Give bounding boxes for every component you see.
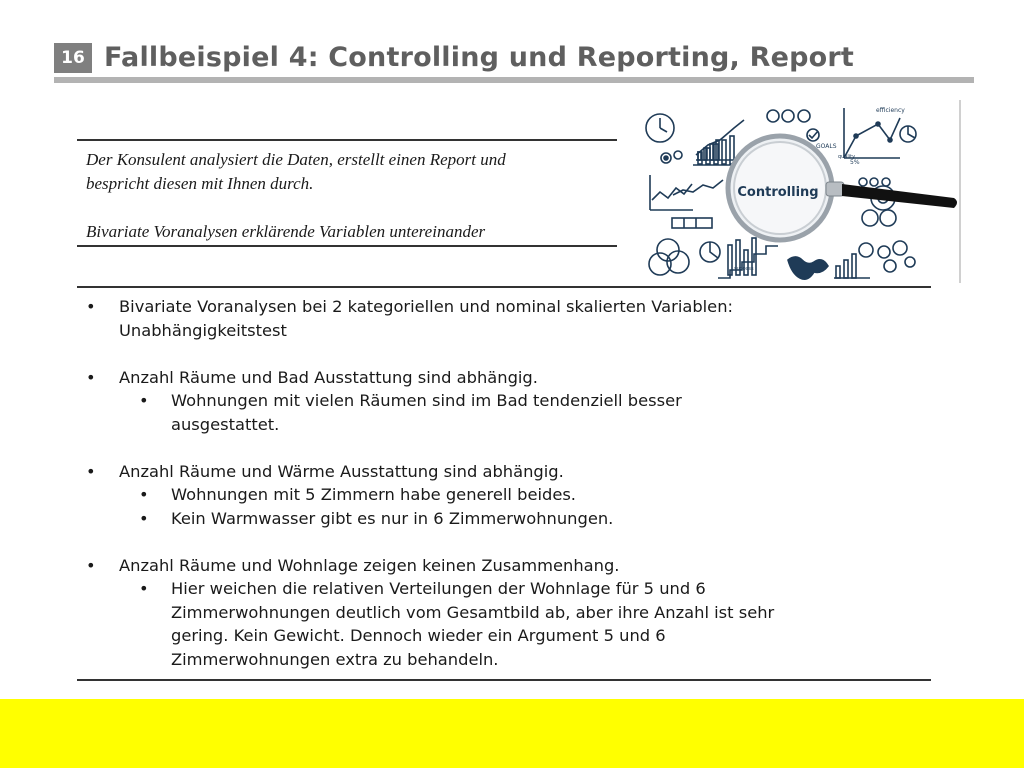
bullet-marker: • bbox=[86, 555, 96, 575]
magnifier-label: Controlling bbox=[737, 185, 819, 200]
bullet-marker: • bbox=[139, 391, 149, 410]
sub-bullet-4-1-line-1: Hier weichen die relativen Verteilungen der Wohnlage für 5 und 6 bbox=[171, 579, 706, 598]
currency-icon bbox=[862, 210, 896, 226]
sub-bullet-4-1-line-4: Zimmerwohnungen extra zu behandeln. bbox=[171, 649, 499, 669]
label-success: success bbox=[734, 266, 754, 272]
bullet-marker: • bbox=[86, 367, 96, 387]
pie-chart-icon bbox=[700, 242, 720, 262]
scatter-plot-icon bbox=[844, 108, 900, 158]
table-icon bbox=[672, 218, 712, 228]
sub-bullet-2-1-line-1: Wohnungen mit vielen Räumen sind im Bad tendenziell besser bbox=[171, 391, 682, 410]
venn-diagram-icon bbox=[649, 239, 689, 275]
bullet-item-2 bbox=[86, 366, 916, 390]
bullet-marker: • bbox=[139, 485, 149, 504]
bullet-item-4 bbox=[86, 554, 916, 578]
content-top-rule bbox=[77, 286, 931, 288]
sub-bullet-3-1 bbox=[86, 483, 916, 507]
bullet-item-3 bbox=[86, 460, 916, 484]
goals-icon bbox=[807, 129, 819, 141]
intro-top-rule bbox=[77, 139, 617, 141]
intro-line-3: Bivariate Voranalysen erklärende Variablen untereinander bbox=[86, 222, 486, 241]
title-underline bbox=[54, 77, 974, 83]
bullet-marker: • bbox=[139, 579, 149, 598]
clock-icon bbox=[646, 114, 674, 142]
gears-bottom-icon bbox=[859, 241, 915, 272]
pie-chart-small-icon bbox=[900, 126, 916, 142]
line-chart-icon bbox=[650, 175, 723, 210]
slide-number: 16 bbox=[54, 43, 92, 73]
bullet-item-1 bbox=[86, 295, 916, 342]
image-right-edge bbox=[959, 100, 961, 283]
intro-text bbox=[86, 148, 606, 244]
label-percent: 5% bbox=[850, 159, 860, 166]
intro-line-1: Der Konsulent analysiert die Daten, erstellt einen Report und bbox=[86, 150, 506, 169]
sub-bullet-3-1-text: Wohnungen mit 5 Zimmern habe generell beides. bbox=[171, 485, 576, 504]
faces-icon bbox=[767, 110, 810, 122]
sub-bullet-4-1-line-3: gering. Kein Gewicht. Dennoch wieder ein Argument 5 und 6 bbox=[171, 626, 666, 645]
bullet-4-text: Anzahl Räume und Wohnlage zeigen keinen Zusammenhang. bbox=[119, 555, 620, 575]
controlling-illustration bbox=[638, 100, 960, 282]
bullet-2-text: Anzahl Räume und Bad Ausstattung sind abhängig. bbox=[119, 367, 538, 387]
content-bullets bbox=[86, 295, 916, 671]
intro-line-2: bespricht diesen mit Ihnen durch. bbox=[86, 174, 314, 193]
bullet-1-line-2: Unabhängigkeitstest bbox=[119, 320, 287, 340]
pieces-icon bbox=[859, 178, 890, 186]
sub-bullet-2-1 bbox=[86, 389, 916, 436]
bullet-marker: • bbox=[86, 297, 96, 316]
footer-band bbox=[0, 699, 1024, 768]
label-efficiency: efficiency bbox=[876, 107, 905, 114]
bullet-marker: • bbox=[86, 461, 96, 481]
bullet-1-line-1: Bivariate Voranalysen bei 2 kategoriellen und nominal skalierten Variablen: bbox=[119, 297, 734, 316]
sub-bullet-2-1-line-2: ausgestattet. bbox=[171, 414, 280, 434]
label-goals: GOALS bbox=[816, 143, 837, 150]
sub-bullet-3-2 bbox=[86, 507, 916, 531]
intro-bottom-rule bbox=[77, 245, 617, 247]
label-quality: quality bbox=[838, 154, 856, 160]
gears-icon bbox=[661, 151, 682, 163]
sub-bullet-4-1-line-2: Zimmerwohnungen deutlich vom Gesamtbild ab, aber ihre Anzahl ist sehr bbox=[171, 602, 775, 622]
bullet-marker: • bbox=[139, 508, 149, 528]
world-map-icon bbox=[788, 257, 828, 279]
slide-title: Fallbeispiel 4: Controlling und Reporting, Report bbox=[104, 42, 854, 73]
sub-bullet-4-1 bbox=[86, 577, 916, 671]
content-bottom-rule bbox=[77, 679, 931, 681]
sub-bullet-3-2-text: Kein Warmwasser gibt es nur in 6 Zimmerwohnungen. bbox=[171, 508, 614, 528]
bullet-3-text: Anzahl Räume und Wärme Ausstattung sind abhängig. bbox=[119, 461, 564, 481]
